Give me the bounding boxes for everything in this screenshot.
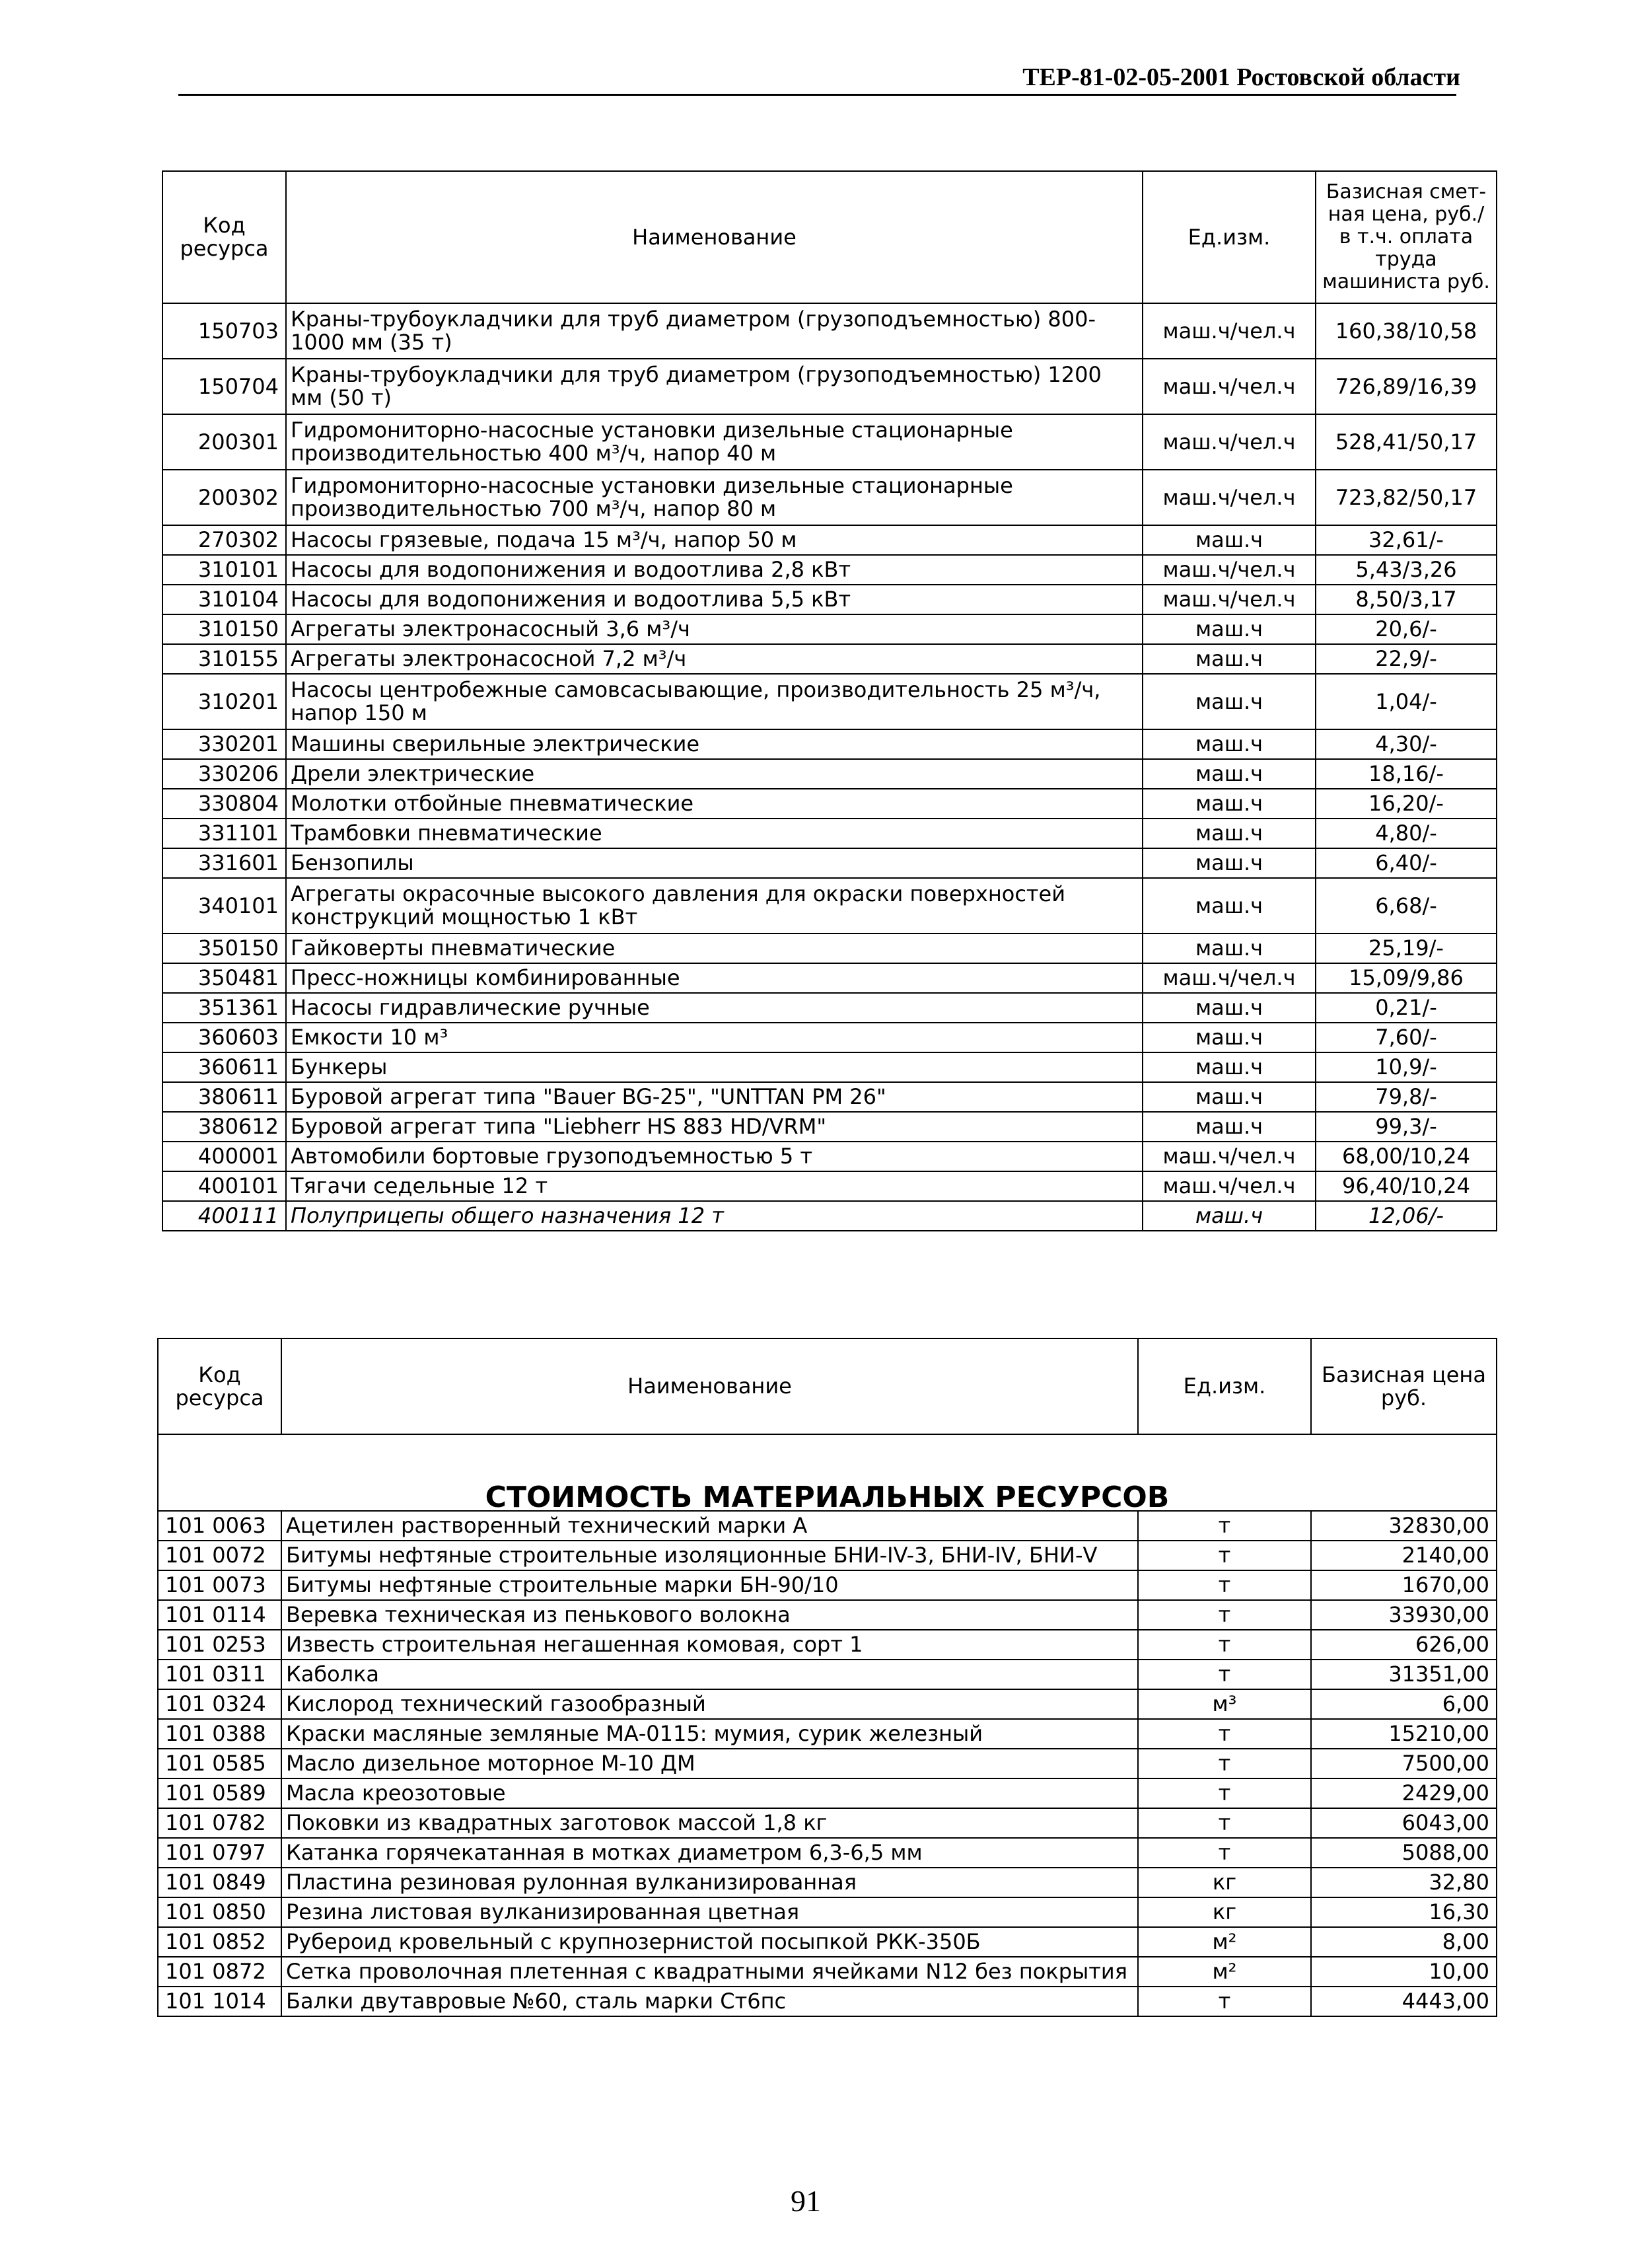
cell-code: 101 0063 <box>158 1511 281 1541</box>
cell-unit: маш.ч <box>1143 614 1316 644</box>
cell-name: Краски масляные земляные МА-0115: мумия, сурик железный <box>281 1719 1138 1749</box>
cell-unit: т <box>1138 1778 1311 1808</box>
col-header-name: Наименование <box>286 171 1143 303</box>
cell-price: 32,61/- <box>1316 525 1497 555</box>
cell-unit: маш.ч/чел.ч <box>1143 963 1316 993</box>
cell-unit: маш.ч <box>1143 789 1316 819</box>
cell-code: 101 0324 <box>158 1689 281 1719</box>
cell-name: Бензопилы <box>286 848 1143 878</box>
cell-unit: т <box>1138 1541 1311 1570</box>
table-row <box>158 1630 1497 1660</box>
table-row <box>162 525 1497 555</box>
cell-price: 10,00 <box>1311 1957 1497 1987</box>
cell-unit: маш.ч <box>1143 933 1316 963</box>
materials-price-table <box>157 1338 1497 2017</box>
cell-code: 310150 <box>162 614 286 644</box>
cell-code: 101 0850 <box>158 1897 281 1927</box>
cell-code: 330201 <box>162 729 286 759</box>
cell-unit: маш.ч <box>1143 644 1316 674</box>
cell-code: 101 0849 <box>158 1868 281 1897</box>
cell-name: Кислород технический газообразный <box>281 1689 1138 1719</box>
cell-code: 101 0253 <box>158 1630 281 1660</box>
cell-name: Агрегаты окрасочные высокого давления для окраски поверхностей конструкций мощностью 1 кВт <box>286 878 1143 933</box>
table-row <box>162 1082 1497 1112</box>
col-header-code: Код ресурса <box>158 1338 281 1434</box>
col-header-name: Наименование <box>281 1338 1138 1434</box>
cell-price: 12,06/- <box>1316 1201 1497 1231</box>
cell-code: 101 1014 <box>158 1987 281 2016</box>
cell-unit: т <box>1138 1511 1311 1541</box>
cell-name: Молотки отбойные пневматические <box>286 789 1143 819</box>
cell-name: Емкости 10 м³ <box>286 1023 1143 1052</box>
cell-name: Сетка проволочная плетенная с квадратными ячейками N12 без покрытия <box>281 1957 1138 1987</box>
cell-price: 8,00 <box>1311 1927 1497 1957</box>
cell-price: 6043,00 <box>1311 1808 1497 1838</box>
cell-name: Пресс-ножницы комбинированные <box>286 963 1143 993</box>
cell-unit: маш.ч <box>1143 993 1316 1023</box>
cell-code: 330206 <box>162 759 286 789</box>
cell-unit: т <box>1138 1749 1311 1778</box>
cell-name: Гидромониторно-насосные установки дизельные стационарные производительностью 700 м³/ч, напор 80 м <box>286 470 1143 525</box>
table-row <box>158 1808 1497 1838</box>
cell-unit: т <box>1138 1600 1311 1630</box>
header-rule <box>178 94 1456 96</box>
cell-code: 150703 <box>162 303 286 359</box>
cell-name: Краны-трубоукладчики для труб диаметром (грузоподъемностью) 800-1000 мм (35 т) <box>286 303 1143 359</box>
cell-price: 6,68/- <box>1316 878 1497 933</box>
cell-code: 101 0073 <box>158 1570 281 1600</box>
cell-name: Пластина резиновая рулонная вулканизированная <box>281 1868 1138 1897</box>
cell-unit: маш.ч <box>1143 1112 1316 1142</box>
cell-code: 310101 <box>162 555 286 585</box>
cell-code: 101 0797 <box>158 1838 281 1868</box>
cell-unit: маш.ч <box>1143 1082 1316 1112</box>
cell-price: 16,20/- <box>1316 789 1497 819</box>
cell-code: 101 0072 <box>158 1541 281 1570</box>
table-row <box>158 1689 1497 1719</box>
cell-name: Насосы гидравлические ручные <box>286 993 1143 1023</box>
cell-unit: кг <box>1138 1868 1311 1897</box>
cell-code: 330804 <box>162 789 286 819</box>
cell-code: 351361 <box>162 993 286 1023</box>
cell-unit: маш.ч/чел.ч <box>1143 303 1316 359</box>
cell-name: Насосы для водопонижения и водоотлива 2,8 кВт <box>286 555 1143 585</box>
cell-name: Каболка <box>281 1660 1138 1689</box>
cell-price: 7500,00 <box>1311 1749 1497 1778</box>
cell-price: 6,40/- <box>1316 848 1497 878</box>
col-header-unit: Ед.изм. <box>1138 1338 1311 1434</box>
cell-price: 79,8/- <box>1316 1082 1497 1112</box>
table-row <box>158 1600 1497 1630</box>
cell-code: 150704 <box>162 359 286 414</box>
cell-name: Агрегаты электронасосной 7,2 м³/ч <box>286 644 1143 674</box>
table-row <box>158 1511 1497 1541</box>
cell-code: 310201 <box>162 674 286 729</box>
table-row <box>162 789 1497 819</box>
cell-code: 101 0852 <box>158 1927 281 1957</box>
table-row <box>162 470 1497 525</box>
cell-price: 20,6/- <box>1316 614 1497 644</box>
cell-name: Краны-трубоукладчики для труб диаметром (грузоподъемностью) 1200 мм (50 т) <box>286 359 1143 414</box>
col-header-unit: Ед.изм. <box>1143 171 1316 303</box>
cell-price: 1,04/- <box>1316 674 1497 729</box>
cell-code: 350481 <box>162 963 286 993</box>
cell-name: Известь строительная негашенная комовая, сорт 1 <box>281 1630 1138 1660</box>
cell-price: 4,80/- <box>1316 819 1497 848</box>
cell-price: 7,60/- <box>1316 1023 1497 1052</box>
cell-code: 310155 <box>162 644 286 674</box>
cell-name: Трамбовки пневматические <box>286 819 1143 848</box>
cell-code: 340101 <box>162 878 286 933</box>
cell-code: 360611 <box>162 1052 286 1082</box>
cell-name: Буровой агрегат типа "Bauer BG-25", "UNTTAN PM 26" <box>286 1082 1143 1112</box>
cell-unit: маш.ч <box>1143 759 1316 789</box>
col-header-price: Базисная смет-ная цена, руб./ в т.ч. оплата труда машиниста руб. <box>1316 171 1497 303</box>
cell-name: Дрели электрические <box>286 759 1143 789</box>
table-row <box>162 585 1497 614</box>
cell-price: 16,30 <box>1311 1897 1497 1927</box>
cell-name: Балки двутавровые №60, сталь марки Ст6пс <box>281 1987 1138 2016</box>
cell-code: 360603 <box>162 1023 286 1052</box>
cell-price: 68,00/10,24 <box>1316 1142 1497 1171</box>
table-row <box>162 759 1497 789</box>
cell-price: 96,40/10,24 <box>1316 1171 1497 1201</box>
table-row <box>158 1987 1497 2016</box>
cell-price: 4443,00 <box>1311 1987 1497 2016</box>
cell-name: Автомобили бортовые грузоподъемностью 5 т <box>286 1142 1143 1171</box>
table-row <box>158 1957 1497 1987</box>
cell-code: 270302 <box>162 525 286 555</box>
cell-price: 6,00 <box>1311 1689 1497 1719</box>
table-row <box>162 674 1497 729</box>
cell-code: 101 0589 <box>158 1778 281 1808</box>
table-row <box>162 644 1497 674</box>
table-row <box>158 1719 1497 1749</box>
cell-unit: маш.ч/чел.ч <box>1143 585 1316 614</box>
table-row <box>162 848 1497 878</box>
cell-name: Буровой агрегат типа "Liebherr HS 883 HD/VRM" <box>286 1112 1143 1142</box>
cell-unit: м² <box>1138 1957 1311 1987</box>
cell-unit: м² <box>1138 1927 1311 1957</box>
table-row <box>158 1838 1497 1868</box>
table-row <box>162 933 1497 963</box>
cell-code: 200302 <box>162 470 286 525</box>
table-row <box>162 878 1497 933</box>
cell-unit: т <box>1138 1808 1311 1838</box>
cell-price: 0,21/- <box>1316 993 1497 1023</box>
cell-name: Бункеры <box>286 1052 1143 1082</box>
cell-unit: маш.ч <box>1143 1023 1316 1052</box>
table-row <box>158 1897 1497 1927</box>
cell-name: Полуприцепы общего назначения 12 т <box>286 1201 1143 1231</box>
table-row <box>162 1201 1497 1231</box>
table-row <box>162 1023 1497 1052</box>
cell-name: Катанка горячекатанная в мотках диаметром 6,3-6,5 мм <box>281 1838 1138 1868</box>
table-row <box>162 819 1497 848</box>
table-row <box>162 1171 1497 1201</box>
table-row <box>162 993 1497 1023</box>
cell-name: Масло дизельное моторное М-10 ДМ <box>281 1749 1138 1778</box>
cell-price: 8,50/3,17 <box>1316 585 1497 614</box>
cell-unit: маш.ч/чел.ч <box>1143 470 1316 525</box>
table-row <box>162 414 1497 470</box>
table-row <box>162 729 1497 759</box>
cell-code: 400101 <box>162 1171 286 1201</box>
cell-price: 5,43/3,26 <box>1316 555 1497 585</box>
cell-price: 2429,00 <box>1311 1778 1497 1808</box>
cell-name: Насосы грязевые, подача 15 м³/ч, напор 50 м <box>286 525 1143 555</box>
table-row <box>158 1570 1497 1600</box>
table-row <box>162 963 1497 993</box>
cell-code: 310104 <box>162 585 286 614</box>
cell-unit: маш.ч/чел.ч <box>1143 1142 1316 1171</box>
cell-price: 528,41/50,17 <box>1316 414 1497 470</box>
table-row <box>158 1541 1497 1570</box>
cell-name: Гидромониторно-насосные установки дизельные стационарные производительностью 400 м³/ч, напор 40 м <box>286 414 1143 470</box>
cell-price: 33930,00 <box>1311 1600 1497 1630</box>
cell-price: 1670,00 <box>1311 1570 1497 1600</box>
cell-price: 2140,00 <box>1311 1541 1497 1570</box>
cell-code: 331101 <box>162 819 286 848</box>
table-row <box>162 1112 1497 1142</box>
cell-price: 4,30/- <box>1316 729 1497 759</box>
cell-name: Резина листовая вулканизированная цветная <box>281 1897 1138 1927</box>
cell-name: Масла креозотовые <box>281 1778 1138 1808</box>
cell-unit: маш.ч/чел.ч <box>1143 555 1316 585</box>
cell-unit: т <box>1138 1630 1311 1660</box>
cell-name: Поковки из квадратных заготовок массой 1,8 кг <box>281 1808 1138 1838</box>
cell-name: Битумы нефтяные строительные изоляционные БНИ-IV-3, БНИ-IV, БНИ-V <box>281 1541 1138 1570</box>
cell-code: 101 0585 <box>158 1749 281 1778</box>
cell-unit: т <box>1138 1987 1311 2016</box>
cell-unit: маш.ч/чел.ч <box>1143 1171 1316 1201</box>
cell-unit: т <box>1138 1660 1311 1689</box>
cell-price: 32830,00 <box>1311 1511 1497 1541</box>
cell-code: 350150 <box>162 933 286 963</box>
table-row <box>162 303 1497 359</box>
table-row <box>158 1868 1497 1897</box>
section-title: СТОИМОСТЬ МАТЕРИАЛЬНЫХ РЕСУРСОВ <box>158 1434 1497 1511</box>
cell-price: 10,9/- <box>1316 1052 1497 1082</box>
cell-code: 101 0872 <box>158 1957 281 1987</box>
cell-unit: т <box>1138 1719 1311 1749</box>
cell-code: 331601 <box>162 848 286 878</box>
cell-price: 726,89/16,39 <box>1316 359 1497 414</box>
cell-unit: маш.ч <box>1143 878 1316 933</box>
cell-name: Веревка техническая из пенькового волокна <box>281 1600 1138 1630</box>
table-row <box>158 1660 1497 1689</box>
cell-unit: маш.ч <box>1143 674 1316 729</box>
cell-price: 15210,00 <box>1311 1719 1497 1749</box>
col-header-price: Базисная цена руб. <box>1311 1338 1497 1434</box>
cell-unit: маш.ч <box>1143 1201 1316 1231</box>
cell-unit: маш.ч/чел.ч <box>1143 414 1316 470</box>
table-row <box>162 614 1497 644</box>
cell-code: 101 0388 <box>158 1719 281 1749</box>
cell-code: 380611 <box>162 1082 286 1112</box>
cell-unit: маш.ч <box>1143 729 1316 759</box>
cell-code: 101 0782 <box>158 1808 281 1838</box>
cell-code: 400111 <box>162 1201 286 1231</box>
cell-price: 723,82/50,17 <box>1316 470 1497 525</box>
cell-code: 380612 <box>162 1112 286 1142</box>
cell-price: 25,19/- <box>1316 933 1497 963</box>
cell-unit: т <box>1138 1838 1311 1868</box>
cell-code: 101 0311 <box>158 1660 281 1689</box>
table-row <box>158 1749 1497 1778</box>
cell-name: Машины сверильные электрические <box>286 729 1143 759</box>
cell-price: 5088,00 <box>1311 1838 1497 1868</box>
cell-price: 160,38/10,58 <box>1316 303 1497 359</box>
cell-unit: т <box>1138 1570 1311 1600</box>
cell-unit: маш.ч <box>1143 848 1316 878</box>
cell-price: 99,3/- <box>1316 1112 1497 1142</box>
cell-name: Агрегаты электронасосный 3,6 м³/ч <box>286 614 1143 644</box>
cell-unit: маш.ч <box>1143 525 1316 555</box>
table-row <box>162 555 1497 585</box>
cell-unit: м³ <box>1138 1689 1311 1719</box>
cell-unit: маш.ч <box>1143 819 1316 848</box>
cell-name: Гайковерты пневматические <box>286 933 1143 963</box>
cell-name: Насосы центробежные самовсасывающие, производительность 25 м³/ч, напор 150 м <box>286 674 1143 729</box>
cell-name: Рубероид кровельный с крупнозернистой посыпкой РКК-350Б <box>281 1927 1138 1957</box>
cell-name: Насосы для водопонижения и водоотлива 5,5 кВт <box>286 585 1143 614</box>
cell-code: 400001 <box>162 1142 286 1171</box>
machines-price-table <box>162 170 1497 1231</box>
cell-price: 32,80 <box>1311 1868 1497 1897</box>
document-header-title: ТЕР-81-02-05-2001 Ростовской области <box>1022 63 1460 91</box>
cell-unit: маш.ч/чел.ч <box>1143 359 1316 414</box>
page-number: 91 <box>791 2184 821 2218</box>
cell-code: 101 0114 <box>158 1600 281 1630</box>
cell-name: Битумы нефтяные строительные марки БН-90/10 <box>281 1570 1138 1600</box>
table-row <box>162 1052 1497 1082</box>
cell-price: 15,09/9,86 <box>1316 963 1497 993</box>
cell-code: 200301 <box>162 414 286 470</box>
cell-price: 22,9/- <box>1316 644 1497 674</box>
table-row <box>162 359 1497 414</box>
cell-name: Тягачи седельные 12 т <box>286 1171 1143 1201</box>
cell-unit: кг <box>1138 1897 1311 1927</box>
table-row <box>158 1778 1497 1808</box>
table-row <box>158 1927 1497 1957</box>
cell-name: Ацетилен растворенный технический марки А <box>281 1511 1138 1541</box>
cell-price: 626,00 <box>1311 1630 1497 1660</box>
col-header-code: Код ресурса <box>162 171 286 303</box>
cell-price: 31351,00 <box>1311 1660 1497 1689</box>
cell-price: 18,16/- <box>1316 759 1497 789</box>
table-row <box>162 1142 1497 1171</box>
cell-unit: маш.ч <box>1143 1052 1316 1082</box>
